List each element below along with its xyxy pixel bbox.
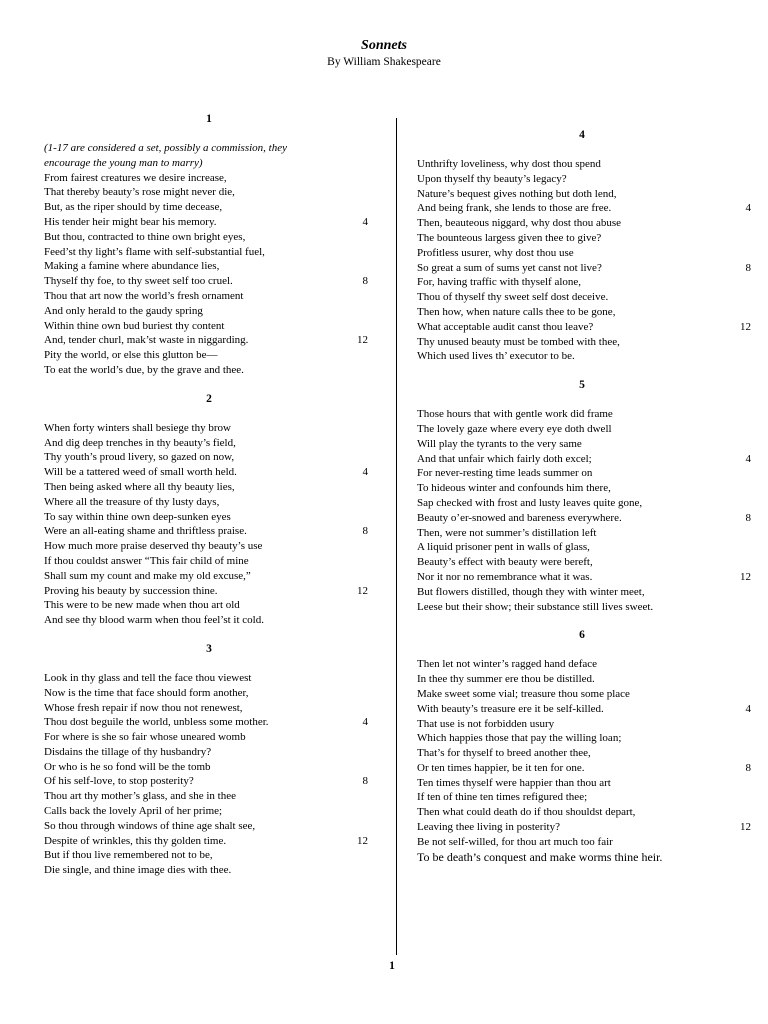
sonnet-1 <box>44 112 374 378</box>
verse-line <box>417 600 747 615</box>
verse-text: This were to be new made when thou art old <box>44 599 240 612</box>
verse-line <box>44 554 374 569</box>
verse-line <box>417 261 751 276</box>
column-divider <box>396 118 397 955</box>
verse-line <box>417 246 747 261</box>
verse-line <box>417 761 751 776</box>
verse-text: To be death’s conquest and make worms thine heir. <box>417 849 663 864</box>
verse-text: His tender heir might bear his memory. <box>44 215 217 228</box>
verse-text: And that unfair which fairly doth excel; <box>417 452 592 465</box>
verse-text: So great a sum of sums yet canst not live? <box>417 261 602 274</box>
verse-text: Which used lives th’ executor to be. <box>417 350 575 363</box>
verse-text: Despite of wrinkles, this thy golden time. <box>44 834 227 847</box>
line-number: 4 <box>745 202 751 215</box>
verse-text: Which happies those that pay the willing loan; <box>417 732 622 745</box>
verse-text: Thy unused beauty must be tombed with thee, <box>417 335 620 348</box>
verse-text: Now is the time that face should form another, <box>44 686 249 699</box>
verse-text: To eat the world’s due, by the grave and thee. <box>44 363 244 376</box>
verse-text: So thou through windows of thine age shalt see, <box>44 819 256 832</box>
verse-line <box>417 585 747 600</box>
sonnet-5 <box>417 378 751 614</box>
verse-line <box>44 215 374 230</box>
line-number: 12 <box>357 834 368 847</box>
verse-line <box>417 422 747 437</box>
verse-text: Then what could death do if thou shouldst depart, <box>417 806 636 819</box>
verse-line <box>44 495 374 510</box>
verse-line <box>44 304 374 319</box>
verse-text: Then let not winter’s ragged hand deface <box>417 658 598 671</box>
verse-line <box>44 834 374 849</box>
verse-line <box>44 185 374 200</box>
verse-line <box>44 789 374 804</box>
verse-line <box>417 790 747 805</box>
page-number: 1 <box>389 960 395 972</box>
verse-line <box>44 613 374 628</box>
line-number: 4 <box>745 452 751 465</box>
line-number: 12 <box>357 334 368 347</box>
verse-text: Shall sum my count and make my old excuse,” <box>44 569 251 582</box>
verse-text: Those hours that with gentle work did frame <box>417 408 613 421</box>
verse-text: Making a famine where abundance lies, <box>44 260 220 273</box>
verse-line <box>417 570 751 585</box>
verse-text: Thou art thy mother’s glass, and she in thee <box>44 790 236 803</box>
verse-line <box>44 569 374 584</box>
verse-line <box>44 450 374 465</box>
verse-text: The lovely gaze where every eye doth dwell <box>417 422 612 435</box>
verse-line <box>44 333 374 348</box>
verse-text: If thou couldst answer “This fair child of mine <box>44 554 249 567</box>
verse-text: If ten of thine ten times refigured thee; <box>417 791 588 804</box>
verse-line <box>417 201 751 216</box>
verse-line <box>417 835 747 850</box>
verse-line <box>44 363 374 378</box>
sonnet-number: 5 <box>579 379 585 392</box>
verse-text: A liquid prisoner pent in walls of glass, <box>417 541 590 554</box>
verse-line <box>417 717 747 732</box>
left-column <box>44 112 374 892</box>
verse-text: That use is not forbidden usury <box>417 717 555 730</box>
verse-text: Ten times thyself were happier than thou art <box>417 776 611 789</box>
verse-line <box>417 157 747 172</box>
verse-line <box>44 259 374 274</box>
verse-text: Then how, when nature calls thee to be gone, <box>417 305 616 318</box>
line-number: 12 <box>740 320 751 333</box>
verse-line <box>417 805 747 820</box>
verse-line <box>44 819 374 834</box>
verse-text: With beauty’s treasure ere it be self-killed. <box>417 702 604 715</box>
verse-line <box>44 200 374 215</box>
verse-text: How much more praise deserved thy beauty’s use <box>44 540 263 553</box>
verse-text: But if thou live remembered not to be, <box>44 849 213 862</box>
verse-text: Proving his beauty by succession thine. <box>44 584 218 597</box>
right-column <box>417 128 751 878</box>
verse-line <box>44 715 374 730</box>
verse-line <box>417 820 751 835</box>
verse-text: Upon thyself thy beauty’s legacy? <box>417 172 567 185</box>
verse-text: Die single, and thine image dies with thee. <box>44 864 232 877</box>
verse-line <box>44 671 374 686</box>
verse-text: Unthrifty loveliness, why dost thou spend <box>417 158 601 170</box>
line-number: 12 <box>357 584 368 597</box>
line-number: 4 <box>745 702 751 715</box>
verse-text: Thou dost beguile the world, unbless some mother. <box>44 716 269 729</box>
verse-line <box>44 421 374 436</box>
verse-line <box>417 407 747 422</box>
verse-text: Look in thy glass and tell the face thou viewest <box>44 671 252 684</box>
verse-line <box>44 598 374 613</box>
verse-text: Then being asked where all thy beauty lies, <box>44 480 235 493</box>
line-number: 4 <box>362 215 368 228</box>
verse-text: In thee thy summer ere thou be distilled. <box>417 673 595 686</box>
verse-line <box>417 187 747 202</box>
verse-line <box>44 436 374 451</box>
verse-line <box>44 319 374 334</box>
verse-line <box>44 804 374 819</box>
verse-text: The bounteous largess given thee to give? <box>417 231 602 244</box>
verse-text: Sap checked with frost and lusty leaves quite gone, <box>417 496 643 509</box>
verse-text: Make sweet some vial; treasure thou some place <box>417 687 630 700</box>
line-number: 8 <box>745 511 751 524</box>
line-number: 8 <box>745 761 751 774</box>
verse-line <box>417 172 747 187</box>
line-number: 12 <box>740 821 751 834</box>
document-title: Sonnets <box>361 38 407 53</box>
verse-text: Or who is he so fond will be the tomb <box>44 760 211 773</box>
verse-line <box>44 510 374 525</box>
verse-text: Leese but their show; their substance still lives sweet. <box>417 600 654 613</box>
verse-line <box>44 863 374 878</box>
line-number: 8 <box>362 525 368 538</box>
sonnet-3 <box>44 642 374 878</box>
verse-text: Nature’s bequest gives nothing but doth lend, <box>417 187 617 200</box>
verse-line <box>417 231 747 246</box>
verse-text: Disdains the tillage of thy husbandry? <box>44 745 212 758</box>
line-number: 12 <box>740 570 751 583</box>
line-number: 8 <box>362 775 368 788</box>
sonnet-number: 3 <box>206 642 212 655</box>
verse-text: From fairest creatures we desire increase, <box>44 171 227 184</box>
verse-line <box>417 349 747 364</box>
verse-text: Thou of thyself thy sweet self dost deceive. <box>417 291 609 304</box>
verse-text: Beauty o’er-snowed and bareness everywhere. <box>417 511 622 524</box>
verse-text: Were an all-eating shame and thriftless praise. <box>44 525 247 538</box>
verse-line <box>417 672 747 687</box>
verse-text: Leaving thee living in posterity? <box>417 821 560 834</box>
verse-text: Will play the tyrants to the very same <box>417 437 582 450</box>
verse-text: That’s for thyself to breed another thee, <box>417 747 591 760</box>
verse-line <box>417 466 747 481</box>
sonnet-6 <box>417 628 751 864</box>
verse-text: And, tender churl, mak’st waste in niggarding. <box>44 334 249 347</box>
verse-line <box>44 584 374 599</box>
verse-text: What acceptable audit canst thou leave? <box>417 320 594 333</box>
verse-text: Whose fresh repair if now thou not renewest, <box>44 701 243 714</box>
verse-line <box>417 290 747 305</box>
verse-line <box>417 776 747 791</box>
line-number: 4 <box>362 716 368 729</box>
sonnet-number: 2 <box>206 392 212 405</box>
verse-text: Pity the world, or else this glutton be— <box>44 349 218 362</box>
verse-text: Will be a tattered weed of small worth held. <box>44 466 237 479</box>
verse-line <box>417 746 747 761</box>
verse-text: To hideous winter and confounds him there, <box>417 482 611 495</box>
verse-line <box>44 760 374 775</box>
sonnet-number: 6 <box>579 629 585 642</box>
verse-text: Then, were not summer’s distillation left <box>417 526 597 539</box>
sonnet-2 <box>44 392 374 628</box>
verse-line <box>417 731 747 746</box>
verse-text: And see thy blood warm when thou feel’st it cold. <box>44 614 264 627</box>
verse-text: For where is she so fair whose uneared womb <box>44 731 246 744</box>
verse-text: Within thine own bud buriest thy content <box>44 319 225 332</box>
verse-line <box>44 745 374 760</box>
verse-line <box>417 496 747 511</box>
verse-line <box>417 526 747 541</box>
sonnet-number: 4 <box>579 129 585 141</box>
verse-line <box>417 216 747 231</box>
verse-line <box>44 730 374 745</box>
line-number: 8 <box>745 261 751 274</box>
verse-line <box>44 539 374 554</box>
verse-line <box>417 687 747 702</box>
verse-line <box>44 686 374 701</box>
verse-line <box>417 702 751 717</box>
verse-text: And being frank, she lends to those are free. <box>417 202 612 215</box>
verse-text: Or ten times happier, be it ten for one. <box>417 761 585 774</box>
line-number: 4 <box>362 466 368 479</box>
verse-line <box>44 848 374 863</box>
verse-line <box>44 774 374 789</box>
verse-text: But thou, contracted to thine own bright eyes, <box>44 230 246 243</box>
verse-line <box>417 555 747 570</box>
verse-text: Thyself thy foe, to thy sweet self too cruel. <box>44 275 233 288</box>
verse-line <box>417 335 747 350</box>
verse-line <box>417 481 747 496</box>
verse-text: Profitless usurer, why dost thou use <box>417 246 574 259</box>
verse-line <box>44 171 374 186</box>
verse-text: When forty winters shall besiege thy brow <box>44 421 231 434</box>
verse-line <box>417 452 751 467</box>
verse-text: But, as the riper should by time decease, <box>44 201 223 214</box>
verse-line <box>417 511 751 526</box>
verse-text: Beauty’s effect with beauty were bereft, <box>417 556 593 569</box>
verse-line <box>44 524 374 539</box>
verse-line <box>44 480 374 495</box>
verse-line <box>44 701 374 716</box>
verse-line <box>417 540 747 555</box>
verse-text: And dig deep trenches in thy beauty’s field, <box>44 436 236 449</box>
verse-text: Where all the treasure of thy lusty days, <box>44 495 220 508</box>
verse-line <box>417 850 747 865</box>
verse-line <box>417 305 747 320</box>
verse-text: Be not self-willed, for thou art much too fair <box>417 835 613 848</box>
verse-text: And only herald to the gaudy spring <box>44 304 203 317</box>
verse-text: Of his self-love, to stop posterity? <box>44 775 194 788</box>
sonnet-number: 1 <box>206 113 212 125</box>
verse-text: To say within thine own deep-sunken eyes <box>44 510 231 523</box>
verse-text: For never-resting time leads summer on <box>417 467 593 480</box>
sonnet-4 <box>417 128 751 364</box>
verse-text: For, having traffic with thyself alone, <box>417 276 582 289</box>
verse-text: But flowers distilled, though they with winter meet, <box>417 585 645 598</box>
verse-line <box>417 320 751 335</box>
verse-line <box>417 657 747 672</box>
verse-line <box>44 230 374 245</box>
verse-text: That thereby beauty’s rose might never die, <box>44 186 235 199</box>
verse-text: Feed’st thy light’s flame with self-substantial fuel, <box>44 245 265 258</box>
verse-line <box>44 289 374 304</box>
verse-line <box>417 437 747 452</box>
document-author: By William Shakespeare <box>327 56 441 68</box>
verse-line <box>44 274 374 289</box>
line-number: 8 <box>362 275 368 288</box>
verse-line <box>417 275 747 290</box>
sonnet-note: (1-17 are considered a set, possibly a commission, they encourage the young man to marry) <box>44 142 287 169</box>
verse-text: Thou that art now the world’s fresh ornament <box>44 289 244 302</box>
verse-line <box>44 245 374 260</box>
verse-text: Calls back the lovely April of her prime; <box>44 805 223 818</box>
verse-text: Nor it nor no remembrance what it was. <box>417 570 593 583</box>
verse-text: Thy youth’s proud livery, so gazed on now, <box>44 451 235 464</box>
verse-line <box>44 465 374 480</box>
verse-text: Then, beauteous niggard, why dost thou abuse <box>417 217 622 230</box>
verse-line <box>44 348 374 363</box>
